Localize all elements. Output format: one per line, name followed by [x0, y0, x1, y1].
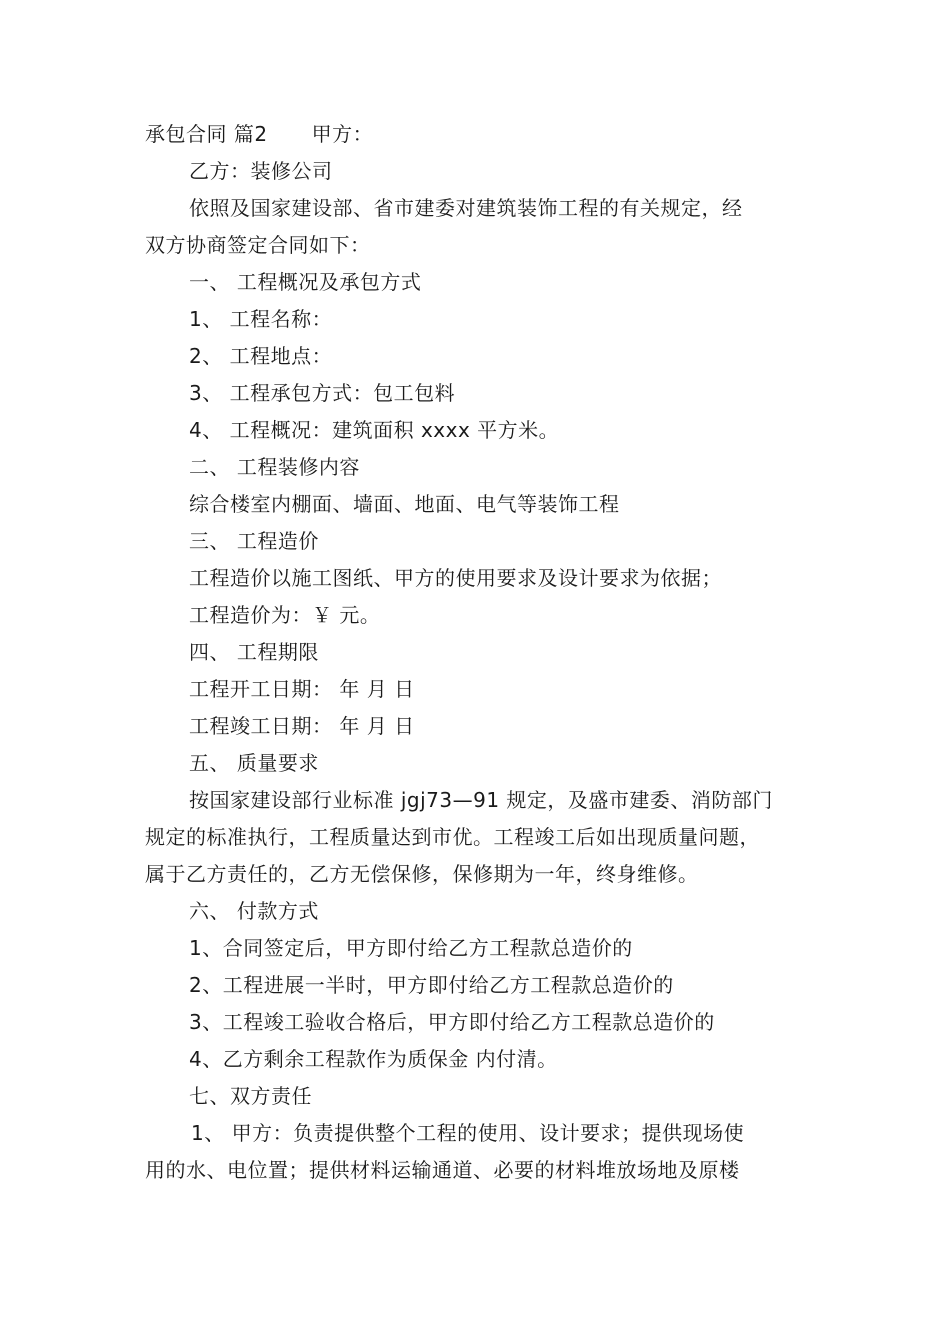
section-6-item-4: 4、乙方剩余工程款作为质保金 内付清。	[189, 1047, 558, 1071]
section-5-paragraph-line-1: 按国家建设部行业标准 jgj73—91 规定，及盛市建委、消防部门	[189, 788, 773, 812]
intro-paragraph-line-1: 依照及国家建设部、省市建委对建筑装饰工程的有关规定，经	[189, 196, 743, 220]
section-1-item-1: 1、 工程名称：	[189, 307, 333, 331]
section-4-heading: 四、 工程期限	[189, 640, 319, 664]
intro-paragraph-line-2: 双方协商签定合同如下：	[145, 233, 371, 257]
section-4-end-date: 工程竣工日期： 年 月 日	[189, 714, 415, 738]
section-4-start-date: 工程开工日期： 年 月 日	[189, 677, 415, 701]
section-5-heading: 五、 质量要求	[189, 751, 319, 775]
section-1-heading: 一、 工程概况及承包方式	[189, 270, 422, 294]
section-6-heading: 六、 付款方式	[189, 899, 319, 923]
section-3-text-1: 工程造价以施工图纸、甲方的使用要求及设计要求为依据；	[189, 566, 722, 590]
section-7-paragraph-line-2: 用的水、电位置；提供材料运输通道、必要的材料堆放场地及原楼	[145, 1158, 740, 1182]
section-7-paragraph-line-1: 1、 甲方：负责提供整个工程的使用、设计要求；提供现场使	[191, 1121, 745, 1145]
party-b-line: 乙方：装修公司	[189, 159, 333, 183]
section-5-paragraph-line-2: 规定的标准执行，工程质量达到市优。工程竣工后如出现质量问题，	[145, 825, 760, 849]
section-1-item-2: 2、 工程地点：	[189, 344, 333, 368]
document-title: 承包合同 篇2	[145, 122, 268, 146]
section-3-text-2: 工程造价为：￥ 元。	[189, 603, 381, 627]
section-2-heading: 二、 工程装修内容	[189, 455, 360, 479]
section-6-item-2: 2、工程进展一半时，甲方即付给乙方工程款总造价的	[189, 973, 674, 997]
party-a-label: 甲方：	[311, 122, 374, 146]
section-1-item-3: 3、 工程承包方式：包工包料	[189, 381, 456, 405]
document-body	[145, 116, 825, 1189]
section-7-heading: 七、双方责任	[189, 1084, 312, 1108]
section-1-item-4: 4、 工程概况：建筑面积 xxxx 平方米。	[189, 418, 560, 442]
section-6-item-1: 1、合同签定后，甲方即付给乙方工程款总造价的	[189, 936, 633, 960]
title-line	[145, 116, 825, 153]
section-2-text: 综合楼室内棚面、墙面、地面、电气等装饰工程	[189, 492, 620, 516]
section-3-heading: 三、 工程造价	[189, 529, 319, 553]
section-6-item-3: 3、工程竣工验收合格后，甲方即付给乙方工程款总造价的	[189, 1010, 715, 1034]
section-5-paragraph-line-3: 属于乙方责任的，乙方无偿保修，保修期为一年，终身维修。	[145, 862, 699, 886]
